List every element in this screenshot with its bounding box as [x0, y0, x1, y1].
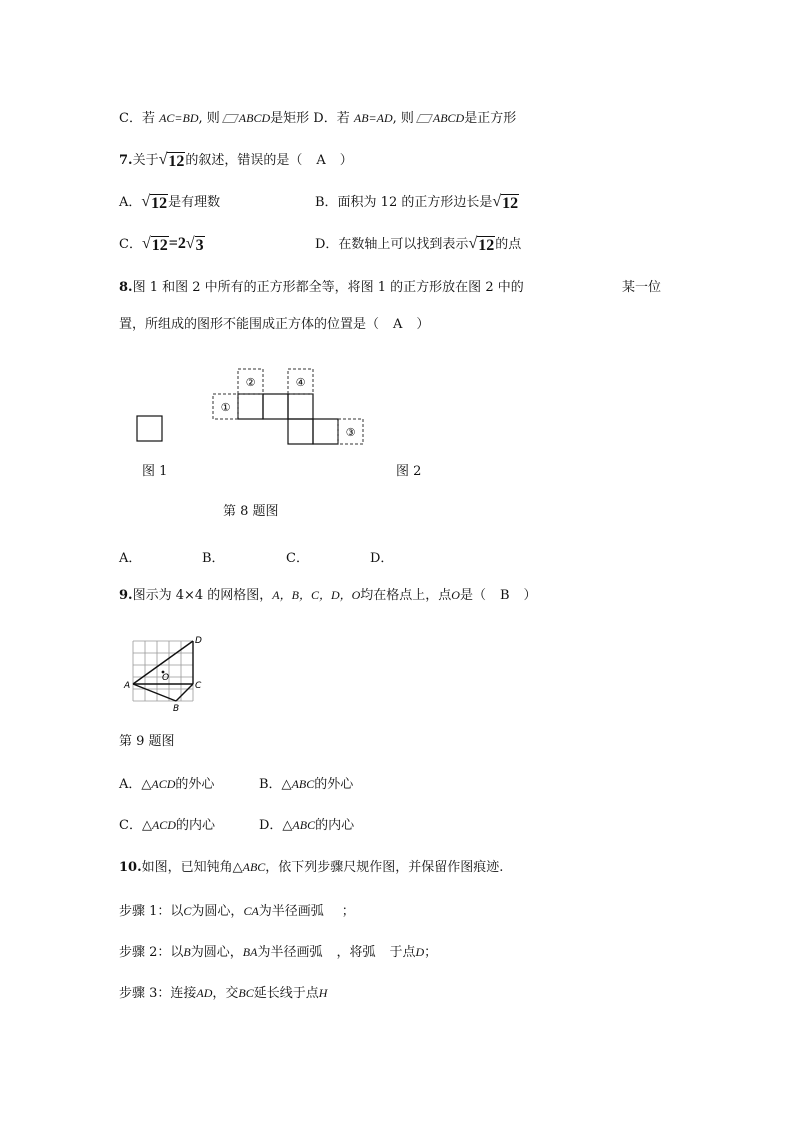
- label-a: A: [124, 681, 131, 691]
- q9-grid-figure: [120, 632, 220, 714]
- q10-step2: [119, 942, 437, 963]
- q8-number: 8.: [119, 280, 133, 295]
- q9-number: 9.: [119, 588, 133, 603]
- q10-s2-d: D: [415, 945, 425, 959]
- radicand: 3: [195, 237, 204, 254]
- q6-c-shape: ABCD: [238, 111, 271, 125]
- q9-c-triangle: ACD: [151, 818, 176, 832]
- q7-stem: [119, 150, 353, 171]
- parallelogram-icon: [416, 114, 433, 123]
- q6-d-then: , 则: [392, 111, 414, 126]
- q7-d-text: D．在数轴上可以找到表示: [315, 237, 469, 252]
- q8-figure-caption: 第 8 题图: [223, 504, 279, 519]
- q10-s1-pre: 步骤 1：以: [119, 904, 184, 919]
- q9-b-triangle: ABC: [291, 777, 315, 791]
- q9-option-b: [259, 774, 353, 795]
- q10-s2-b: B: [183, 945, 191, 959]
- fig1-caption: 图 1: [142, 464, 168, 479]
- q7-option-a: [119, 192, 220, 213]
- q10-s1-end: ；: [341, 904, 355, 919]
- q9-option-a: [119, 774, 214, 795]
- q10-s3-ad: AD: [196, 986, 213, 1000]
- slot-4-label: ④: [295, 376, 306, 389]
- q8-stem-line1: [119, 278, 524, 298]
- q9-stem-mid: 均在格点上，点: [360, 588, 452, 603]
- q10-stem-post: ，依下列步骤尺规作图，并保留作图痕迹.: [265, 860, 504, 875]
- q10-s2-post: 为半径画弧: [257, 945, 323, 960]
- radicand: 12: [502, 195, 519, 212]
- q9-points: A，B，C，D，O: [272, 588, 361, 602]
- q9-b-text: 的外心: [314, 777, 354, 792]
- slot-1-label: ①: [220, 401, 231, 414]
- q6-c-condition: AC=BD: [159, 111, 199, 125]
- sqrt-12-expression: √ 12: [468, 235, 495, 254]
- slot-3-label: ③: [345, 426, 356, 439]
- q6-option-c: [119, 111, 313, 126]
- q6-d-prefix: D．若: [313, 111, 354, 126]
- q7-stem-pre: 关于: [132, 153, 159, 168]
- q9-figure-caption: 第 9 题图: [119, 734, 175, 749]
- q6-c-prefix: C．若: [119, 111, 160, 126]
- q10-s2-mid2: ，将弧: [336, 945, 376, 960]
- q9-c-label: C．△: [119, 818, 152, 833]
- q9-answer: B: [499, 588, 510, 603]
- fig2-net: [238, 394, 338, 444]
- q9-a-triangle: ACD: [151, 777, 176, 791]
- q8-option-b: B．: [202, 551, 225, 566]
- q9-d-label: D．△: [259, 818, 293, 833]
- q10-s3-mid: ，交: [212, 986, 239, 1001]
- q10-s2-mid: 为圆心，: [190, 945, 243, 960]
- q6-option-d: [313, 111, 516, 126]
- q8-option-a: A．: [119, 551, 142, 566]
- q7-option-c: [119, 234, 205, 255]
- q10-s1-post: 为半径画弧: [258, 904, 324, 919]
- q10-step3: [119, 983, 327, 1004]
- fig1-square: [137, 416, 162, 441]
- q10-s3-pre: 步骤 3：连接: [119, 986, 197, 1001]
- q7-c-label: C．: [119, 237, 142, 252]
- q7-d-post: 的点: [495, 237, 522, 252]
- q10-s1-mid: 为圆心，: [191, 904, 244, 919]
- sqrt-12-expression: √ 12: [141, 193, 168, 212]
- q10-stem-pre: 如图，已知钝角△: [141, 860, 243, 875]
- q6-c-conclusion: 是矩形: [270, 111, 310, 126]
- q7-a-label: A．: [119, 195, 142, 210]
- q9-option-c: [119, 815, 215, 836]
- q6-options-line: [119, 108, 516, 129]
- parallelogram-icon: [222, 114, 239, 123]
- q8-option-d: D．: [370, 551, 394, 566]
- q8-line2-text: 置，所组成的图形不能围成正方体的位置是（: [119, 317, 380, 332]
- q7-answer: A: [316, 153, 326, 168]
- q9-d-text: 的内心: [315, 818, 355, 833]
- q9-point-o: O: [451, 588, 460, 602]
- q7-a-text: 是有理数: [168, 195, 221, 210]
- radicand: 12: [151, 195, 168, 212]
- q6-d-condition: AB=AD: [353, 111, 393, 125]
- sqrt-3-expression: √ 3: [185, 235, 204, 254]
- q10-s2-post2: 于点: [389, 945, 416, 960]
- q7-number: 7.: [119, 153, 133, 168]
- q6-d-shape: ABCD: [432, 111, 465, 125]
- q7-close-paren: ）: [339, 153, 353, 168]
- q9-c-text: 的内心: [175, 818, 215, 833]
- q8-option-c: C．: [286, 551, 309, 566]
- q7-stem-post: 的叙述，错误的是（: [185, 153, 303, 168]
- slot-2-label: ②: [245, 376, 256, 389]
- q9-stem: [119, 585, 537, 606]
- q8-line1-tail: 某一位: [622, 280, 662, 295]
- q10-s1-c: C: [183, 904, 192, 918]
- q10-s2-pre: 步骤 2：以: [119, 945, 184, 960]
- q9-a-label: A．△: [119, 777, 152, 792]
- q10-stem: [119, 857, 503, 878]
- sqrt-12-expression: √ 12: [158, 151, 185, 170]
- radicand: 12: [478, 237, 495, 254]
- q9-b-label: B．△: [259, 777, 292, 792]
- q10-s2-end: ；: [424, 945, 438, 960]
- radicand: 12: [168, 153, 185, 170]
- q10-s3-post: 延长线于点: [253, 986, 319, 1001]
- q9-a-text: 的外心: [175, 777, 215, 792]
- q8-figure: [120, 360, 380, 455]
- q10-triangle: ABC: [242, 860, 266, 874]
- q9-stem-pre: 图示为 4×4 的网格图，: [132, 588, 273, 603]
- label-d: D: [195, 636, 202, 646]
- sqrt-12-expression: √ 12: [492, 193, 519, 212]
- label-o: O: [162, 673, 170, 683]
- sqrt-12-expression: √ 12: [141, 235, 168, 254]
- q7-b-text: B．面积为 12 的正方形边长是: [315, 195, 493, 210]
- q9-option-d: [259, 815, 354, 836]
- q7-option-b: [315, 192, 519, 213]
- q8-line1-text: 图 1 和图 2 中所有的正方形都全等，将图 1 的正方形放在图 2 中的: [132, 280, 524, 295]
- equals-two: =2: [168, 235, 186, 252]
- q10-s3-bc: BC: [238, 986, 254, 1000]
- q10-s1-ca: CA: [243, 904, 259, 918]
- q9-close-paren: ）: [523, 588, 537, 603]
- q10-step1: [119, 901, 355, 922]
- fig2-caption: 图 2: [396, 464, 422, 479]
- q9-stem-post: 是（: [459, 588, 486, 603]
- label-c: C: [195, 681, 202, 691]
- label-b: B: [173, 704, 180, 714]
- radicand: 12: [151, 237, 168, 254]
- q6-c-then: , 则: [198, 111, 220, 126]
- q10-s2-ba: BA: [242, 945, 258, 959]
- q8-close-paren: ）: [416, 317, 430, 332]
- q10-s3-h: H: [318, 986, 328, 1000]
- q7-option-d: [315, 234, 521, 255]
- q8-answer: A: [393, 317, 403, 332]
- q9-d-triangle: ABC: [292, 818, 316, 832]
- q10-number: 10.: [119, 860, 142, 875]
- q8-stem-line2: [119, 315, 429, 335]
- q6-d-conclusion: 是正方形: [464, 111, 517, 126]
